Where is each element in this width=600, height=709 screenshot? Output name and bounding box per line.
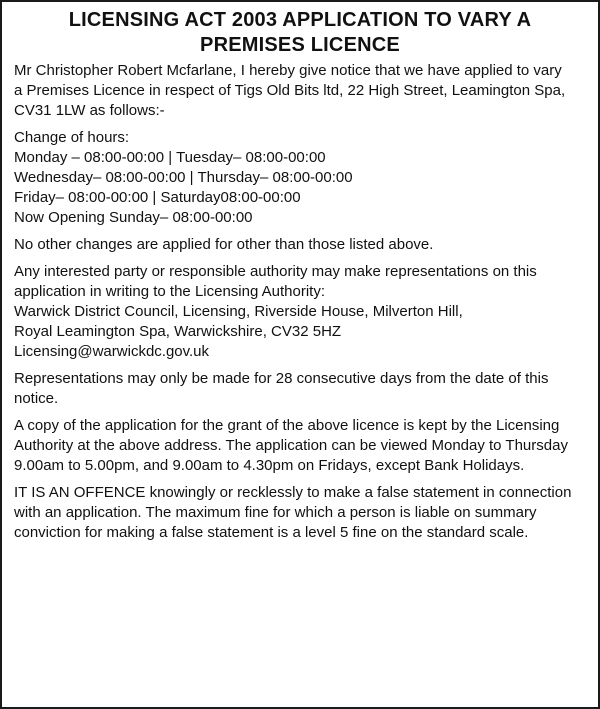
hours-line: Monday – 08:00-00:00 | Tuesday– 08:00-00:00 <box>14 149 326 166</box>
offence-line: with an application. The maximum fine for which a person is liable on summary <box>14 504 537 521</box>
copy-info-line: Authority at the above address. The application can be viewed Monday to Thursday <box>14 437 568 454</box>
offence-paragraph <box>14 483 586 543</box>
representations-paragraph <box>14 262 586 362</box>
hours-line: Wednesday– 08:00-00:00 | Thursday– 08:00-00:00 <box>14 169 353 186</box>
address-line: Royal Leamington Spa, Warwickshire, CV32 5HZ <box>14 323 342 340</box>
deadline-paragraph <box>14 369 586 409</box>
address-line: Warwick District Council, Licensing, Riverside House, Milverton Hill, <box>14 303 463 320</box>
contact-email: Licensing@warwickdc.gov.uk <box>14 343 210 360</box>
copy-info-line: A copy of the application for the grant of the above licence is kept by the Licensing <box>14 417 560 434</box>
offence-line: conviction for making a false statement is a level 5 fine on the standard scale. <box>14 524 529 541</box>
representations-line: application in writing to the Licensing Authority: <box>14 283 326 300</box>
hours-heading: Change of hours: <box>14 129 130 146</box>
copy-info-paragraph <box>14 416 586 476</box>
intro-line: Mr Christopher Robert Mcfarlane, I hereby give notice that we have applied to vary <box>14 62 562 79</box>
hours-line: Friday– 08:00-00:00 | Saturday08:00-00:00 <box>14 189 301 206</box>
no-changes-line: No other changes are applied for other than those listed above. <box>14 236 434 253</box>
copy-info-line: 9.00am to 5.00pm, and 9.00am to 4.30pm on Fridays, except Bank Holidays. <box>14 457 525 474</box>
intro-line: CV31 1LW as follows:- <box>14 102 165 119</box>
notice-title <box>14 8 586 58</box>
deadline-line: Representations may only be made for 28 consecutive days from the date of this <box>14 370 549 387</box>
intro-paragraph <box>14 61 586 121</box>
notice-title-line: PREMISES LICENCE <box>200 34 400 56</box>
hours-paragraph <box>14 128 586 228</box>
offence-line: IT IS AN OFFENCE knowingly or recklessly to make a false statement in connection <box>14 484 572 501</box>
intro-line: a Premises Licence in respect of Tigs Old Bits ltd, 22 High Street, Leamington Spa, <box>14 82 566 99</box>
deadline-line: notice. <box>14 390 59 407</box>
notice-title-line: LICENSING ACT 2003 APPLICATION TO VARY A <box>68 9 532 31</box>
hours-line: Now Opening Sunday– 08:00-00:00 <box>14 209 253 226</box>
representations-line: Any interested party or responsible authority may make representations on this <box>14 263 537 280</box>
no-changes-paragraph <box>14 235 586 255</box>
